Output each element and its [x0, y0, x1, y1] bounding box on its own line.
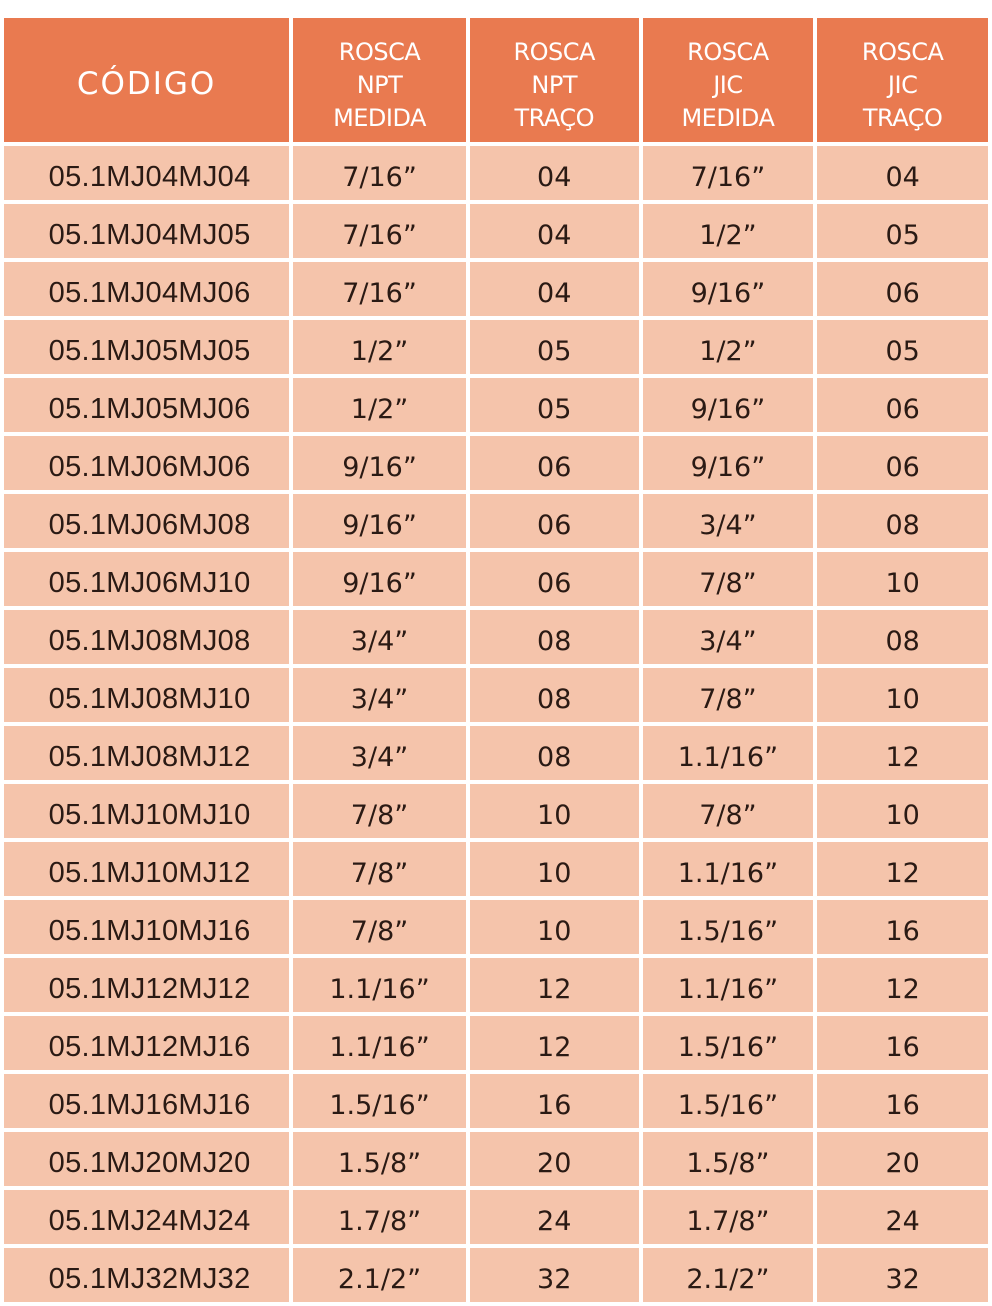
cell-value: 05 — [885, 335, 920, 367]
code-cell — [4, 610, 289, 664]
cell-value: 1.5/16” — [677, 1089, 779, 1121]
npt-dash-cell — [470, 320, 639, 374]
cell-value: 05.1MJ05MJ05 — [48, 334, 251, 367]
cell-value: 9/16” — [690, 451, 766, 483]
cell-value: 05.1MJ06MJ08 — [48, 508, 251, 541]
cell-value: 1.1/16” — [677, 857, 779, 889]
cell-value: 05.1MJ10MJ12 — [48, 856, 251, 889]
code-cell — [4, 842, 289, 896]
code-cell — [4, 494, 289, 548]
cell-value: 05.1MJ08MJ08 — [48, 624, 251, 657]
thread-spec-table-container — [4, 18, 988, 1302]
jic-dash-cell — [817, 1074, 988, 1128]
jic-measure-cell — [643, 1190, 814, 1244]
cell-value: 7/8” — [350, 915, 409, 947]
column-header-label: CÓDIGO — [76, 66, 217, 102]
npt-dash-cell — [470, 726, 639, 780]
npt-dash-cell — [470, 958, 639, 1012]
npt-dash-cell — [470, 146, 639, 200]
table-row — [4, 204, 988, 258]
table-row — [4, 1132, 988, 1186]
jic-measure-cell — [643, 1132, 814, 1186]
code-cell — [4, 436, 289, 490]
cell-value: 12 — [885, 741, 920, 773]
table-row — [4, 1016, 988, 1070]
table-row — [4, 1074, 988, 1128]
cell-value: 9/16” — [342, 451, 417, 483]
npt-measure-cell — [293, 726, 466, 780]
code-cell — [4, 726, 289, 780]
cell-value: 06 — [537, 567, 572, 599]
jic-measure-cell — [643, 436, 814, 490]
cell-value: 05 — [537, 393, 572, 425]
npt-dash-cell — [470, 552, 639, 606]
cell-value: 1.7/8” — [686, 1205, 770, 1237]
npt-measure-cell — [293, 1248, 466, 1302]
code-cell — [4, 204, 289, 258]
jic-measure-cell — [643, 784, 814, 838]
cell-value: 7/8” — [699, 799, 757, 831]
jic-measure-cell — [643, 552, 814, 606]
npt-dash-cell — [470, 1132, 639, 1186]
cell-value: 16 — [885, 1031, 920, 1063]
cell-value: 9/16” — [342, 567, 417, 599]
cell-value: 7/16” — [342, 277, 417, 309]
column-header-line: NPT — [356, 70, 403, 99]
cell-value: 1.5/16” — [677, 1031, 779, 1063]
cell-value: 1/2” — [699, 219, 757, 251]
table-row — [4, 1190, 988, 1244]
table-row — [4, 784, 988, 838]
table-row — [4, 494, 988, 548]
column-header-line: JIC — [713, 70, 743, 99]
cell-value: 1.1/16” — [329, 973, 430, 1005]
code-cell — [4, 784, 289, 838]
cell-value: 7/8” — [350, 799, 409, 831]
jic-dash-cell — [817, 610, 988, 664]
cell-value: 16 — [885, 915, 920, 947]
npt-dash-cell — [470, 1190, 639, 1244]
jic-measure-cell — [643, 262, 814, 316]
jic-measure-cell — [643, 1016, 814, 1070]
code-cell — [4, 900, 289, 954]
cell-value: 05.1MJ10MJ10 — [48, 798, 251, 831]
cell-value: 06 — [537, 509, 572, 541]
column-header-line: ROSCA — [513, 37, 595, 66]
jic-dash-cell — [817, 1016, 988, 1070]
table-row — [4, 146, 988, 200]
jic-dash-cell — [817, 842, 988, 896]
cell-value: 2.1/2” — [686, 1263, 770, 1295]
jic-measure-cell — [643, 900, 814, 954]
cell-value: 05.1MJ04MJ06 — [48, 276, 251, 309]
cell-value: 7/8” — [699, 567, 757, 599]
jic-dash-cell — [817, 668, 988, 722]
cell-value: 05.1MJ32MJ32 — [48, 1262, 251, 1295]
jic-dash-cell — [817, 552, 988, 606]
npt-dash-cell — [470, 610, 639, 664]
cell-value: 06 — [885, 277, 920, 309]
column-header-line: MEDIDA — [681, 103, 775, 132]
cell-value: 24 — [537, 1205, 572, 1237]
cell-value: 10 — [537, 915, 572, 947]
cell-value: 05.1MJ12MJ12 — [48, 972, 251, 1005]
jic-measure-cell — [643, 958, 814, 1012]
table-row — [4, 900, 988, 954]
cell-value: 9/16” — [690, 393, 766, 425]
cell-value: 7/8” — [699, 683, 757, 715]
cell-value: 7/8” — [350, 857, 409, 889]
table-header-row — [4, 18, 988, 142]
jic-measure-cell — [643, 726, 814, 780]
cell-value: 1.1/16” — [677, 973, 779, 1005]
npt-measure-cell — [293, 784, 466, 838]
cell-value: 1.5/8” — [686, 1147, 770, 1179]
cell-value: 7/16” — [342, 219, 417, 251]
cell-value: 10 — [885, 683, 920, 715]
cell-value: 05.1MJ24MJ24 — [48, 1204, 251, 1237]
cell-value: 1.7/8” — [337, 1205, 422, 1237]
table-row — [4, 842, 988, 896]
jic-measure-cell — [643, 204, 814, 258]
npt-measure-cell — [293, 900, 466, 954]
code-cell — [4, 146, 289, 200]
jic-dash-cell — [817, 1248, 988, 1302]
column-header-rosca-jic-medida — [643, 18, 814, 142]
column-header-line: JIC — [887, 70, 918, 99]
table-row — [4, 610, 988, 664]
cell-value: 12 — [537, 973, 572, 1005]
jic-dash-cell — [817, 726, 988, 780]
cell-value: 05.1MJ05MJ06 — [48, 392, 251, 425]
cell-value: 05.1MJ04MJ04 — [48, 160, 251, 193]
npt-dash-cell — [470, 204, 639, 258]
npt-measure-cell — [293, 842, 466, 896]
table-row — [4, 320, 988, 374]
cell-value: 10 — [885, 799, 920, 831]
table-row — [4, 262, 988, 316]
npt-dash-cell — [470, 378, 639, 432]
jic-dash-cell — [817, 204, 988, 258]
table-row — [4, 436, 988, 490]
jic-measure-cell — [643, 494, 814, 548]
jic-measure-cell — [643, 146, 814, 200]
cell-value: 05.1MJ20MJ20 — [48, 1146, 251, 1179]
npt-measure-cell — [293, 1074, 466, 1128]
npt-measure-cell — [293, 262, 466, 316]
npt-measure-cell — [293, 610, 466, 664]
thread-spec-table — [0, 14, 992, 1306]
cell-value: 05.1MJ10MJ16 — [48, 914, 251, 947]
code-cell — [4, 1190, 289, 1244]
jic-dash-cell — [817, 1190, 988, 1244]
cell-value: 08 — [885, 509, 920, 541]
cell-value: 12 — [885, 973, 920, 1005]
cell-value: 7/16” — [690, 161, 766, 193]
cell-value: 08 — [885, 625, 920, 657]
jic-dash-cell — [817, 146, 988, 200]
npt-dash-cell — [470, 784, 639, 838]
column-header-line: ROSCA — [861, 37, 944, 66]
jic-dash-cell — [817, 900, 988, 954]
cell-value: 3/4” — [699, 509, 757, 541]
cell-value: 20 — [885, 1147, 920, 1179]
npt-dash-cell — [470, 668, 639, 722]
npt-dash-cell — [470, 1248, 639, 1302]
jic-measure-cell — [643, 610, 814, 664]
cell-value: 3/4” — [350, 625, 409, 657]
cell-value: 08 — [537, 625, 572, 657]
table-row — [4, 958, 988, 1012]
column-header-line: TRAÇO — [862, 103, 943, 132]
jic-measure-cell — [643, 1248, 814, 1302]
cell-value: 12 — [885, 857, 920, 889]
cell-value: 1.1/16” — [677, 741, 779, 773]
cell-value: 1.5/16” — [677, 915, 779, 947]
code-cell — [4, 320, 289, 374]
table-row — [4, 552, 988, 606]
code-cell — [4, 262, 289, 316]
code-cell — [4, 668, 289, 722]
jic-dash-cell — [817, 958, 988, 1012]
code-cell — [4, 1016, 289, 1070]
jic-measure-cell — [643, 378, 814, 432]
cell-value: 06 — [885, 451, 920, 483]
cell-value: 05.1MJ06MJ10 — [48, 566, 251, 599]
column-header-rosca-npt-medida — [293, 18, 466, 142]
cell-value: 10 — [885, 567, 920, 599]
npt-dash-cell — [470, 262, 639, 316]
table-row — [4, 726, 988, 780]
jic-dash-cell — [817, 494, 988, 548]
cell-value: 05.1MJ08MJ10 — [48, 682, 251, 715]
column-header-line: MEDIDA — [333, 103, 426, 132]
cell-value: 1/2” — [350, 393, 409, 425]
jic-measure-cell — [643, 842, 814, 896]
jic-dash-cell — [817, 262, 988, 316]
column-header-rosca-npt-traco — [470, 18, 639, 142]
cell-value: 05 — [885, 219, 920, 251]
jic-measure-cell — [643, 320, 814, 374]
cell-value: 10 — [537, 857, 572, 889]
npt-measure-cell — [293, 1190, 466, 1244]
jic-dash-cell — [817, 378, 988, 432]
column-header-rosca-jic-traco — [817, 18, 988, 142]
cell-value: 1/2” — [699, 335, 757, 367]
column-header-line: ROSCA — [687, 37, 769, 66]
code-cell — [4, 378, 289, 432]
npt-dash-cell — [470, 494, 639, 548]
npt-measure-cell — [293, 668, 466, 722]
npt-measure-cell — [293, 494, 466, 548]
cell-value: 3/4” — [699, 625, 757, 657]
cell-value: 1/2” — [350, 335, 409, 367]
cell-value: 04 — [885, 161, 920, 193]
cell-value: 7/16” — [342, 161, 417, 193]
npt-dash-cell — [470, 842, 639, 896]
npt-measure-cell — [293, 436, 466, 490]
cell-value: 1.5/8” — [337, 1147, 422, 1179]
cell-value: 04 — [537, 161, 572, 193]
cell-value: 12 — [537, 1031, 572, 1063]
cell-value: 24 — [885, 1205, 920, 1237]
cell-value: 08 — [537, 741, 572, 773]
npt-dash-cell — [470, 436, 639, 490]
npt-measure-cell — [293, 204, 466, 258]
code-cell — [4, 1132, 289, 1186]
cell-value: 05.1MJ08MJ12 — [48, 740, 251, 773]
npt-measure-cell — [293, 552, 466, 606]
code-cell — [4, 1074, 289, 1128]
code-cell — [4, 958, 289, 1012]
jic-measure-cell — [643, 1074, 814, 1128]
cell-value: 9/16” — [342, 509, 417, 541]
cell-value: 04 — [537, 277, 572, 309]
column-header-line: NPT — [531, 70, 577, 99]
jic-dash-cell — [817, 1132, 988, 1186]
cell-value: 1.5/16” — [329, 1089, 430, 1121]
cell-value: 9/16” — [690, 277, 766, 309]
cell-value: 08 — [537, 683, 572, 715]
cell-value: 32 — [537, 1263, 572, 1295]
cell-value: 05.1MJ04MJ05 — [48, 218, 251, 251]
cell-value: 10 — [537, 799, 572, 831]
jic-dash-cell — [817, 784, 988, 838]
table-body — [4, 146, 988, 1302]
table-row — [4, 668, 988, 722]
cell-value: 16 — [537, 1089, 572, 1121]
cell-value: 3/4” — [350, 683, 409, 715]
column-header-line: TRAÇO — [514, 103, 594, 132]
cell-value: 16 — [885, 1089, 920, 1121]
table-row — [4, 1248, 988, 1302]
table-row — [4, 378, 988, 432]
npt-measure-cell — [293, 146, 466, 200]
column-header-codigo — [4, 18, 289, 142]
code-cell — [4, 1248, 289, 1302]
cell-value: 20 — [537, 1147, 572, 1179]
cell-value: 1.1/16” — [329, 1031, 430, 1063]
column-header-line: ROSCA — [338, 37, 421, 66]
code-cell — [4, 552, 289, 606]
cell-value: 05.1MJ16MJ16 — [48, 1088, 251, 1121]
cell-value: 06 — [537, 451, 572, 483]
jic-dash-cell — [817, 320, 988, 374]
npt-measure-cell — [293, 1016, 466, 1070]
cell-value: 04 — [537, 219, 572, 251]
cell-value: 05.1MJ06MJ06 — [48, 450, 251, 483]
npt-dash-cell — [470, 1016, 639, 1070]
cell-value: 06 — [885, 393, 920, 425]
cell-value: 3/4” — [350, 741, 409, 773]
jic-measure-cell — [643, 668, 814, 722]
npt-measure-cell — [293, 320, 466, 374]
npt-measure-cell — [293, 958, 466, 1012]
cell-value: 05.1MJ12MJ16 — [48, 1030, 251, 1063]
cell-value: 32 — [885, 1263, 920, 1295]
npt-dash-cell — [470, 1074, 639, 1128]
npt-dash-cell — [470, 900, 639, 954]
npt-measure-cell — [293, 1132, 466, 1186]
cell-value: 05 — [537, 335, 572, 367]
jic-dash-cell — [817, 436, 988, 490]
npt-measure-cell — [293, 378, 466, 432]
cell-value: 2.1/2” — [337, 1263, 422, 1295]
